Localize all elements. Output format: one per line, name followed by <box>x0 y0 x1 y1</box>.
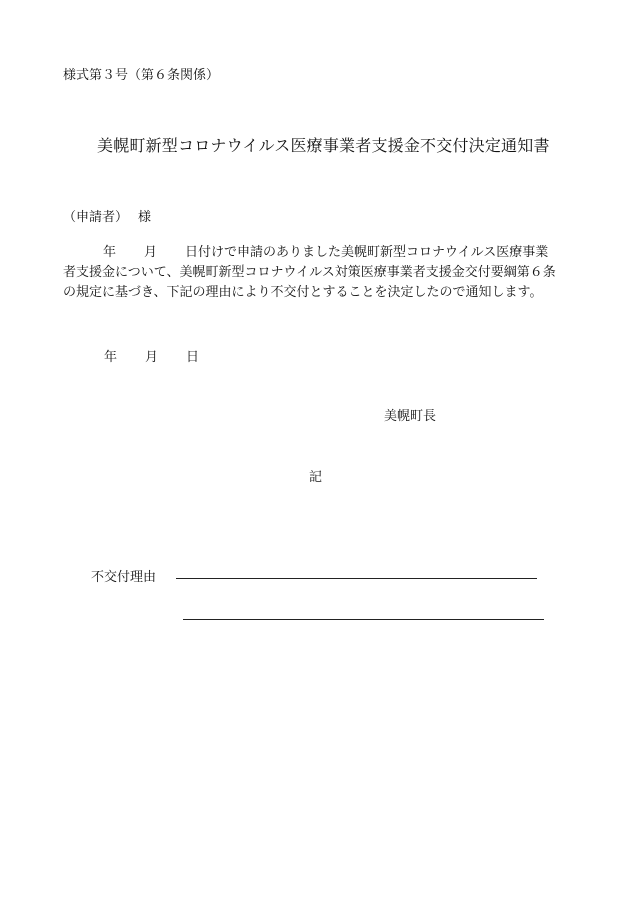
issuer-name: 美幌町長 <box>384 409 437 424</box>
document-title: 美幌町新型コロナウイルス医療事業者支援金不交付決定通知書 <box>97 136 550 155</box>
body-month: 月 <box>144 245 158 260</box>
body-line-1 <box>63 243 568 263</box>
notice-body <box>63 243 568 303</box>
applicant-label: （申請者） <box>63 210 129 225</box>
body-line-2: 者支援金について、美幌町新型コロナウイルス対策医療事業者支援金交付要綱第６条 <box>63 265 556 280</box>
applicant-line <box>63 206 151 225</box>
applicant-honorific: 様 <box>138 210 152 225</box>
reason-label: 不交付理由 <box>91 570 157 585</box>
body-year: 年 <box>103 245 117 260</box>
date-year: 年 <box>104 350 118 365</box>
reason-underline-1 <box>176 578 537 579</box>
date-day: 日 <box>186 350 200 365</box>
date-month: 月 <box>145 350 159 365</box>
reason-underline-2 <box>183 619 544 620</box>
form-number-label: 様式第３号（第６条関係） <box>63 68 220 83</box>
body-line-1-text: 日付けで申請のありました美幌町新型コロナウイルス医療事業 <box>185 245 549 260</box>
notice-date <box>104 346 199 365</box>
body-line-3: の規定に基づき、下記の理由により不交付とすることを決定したので通知します。 <box>63 285 543 300</box>
ki-heading: 記 <box>309 470 323 485</box>
